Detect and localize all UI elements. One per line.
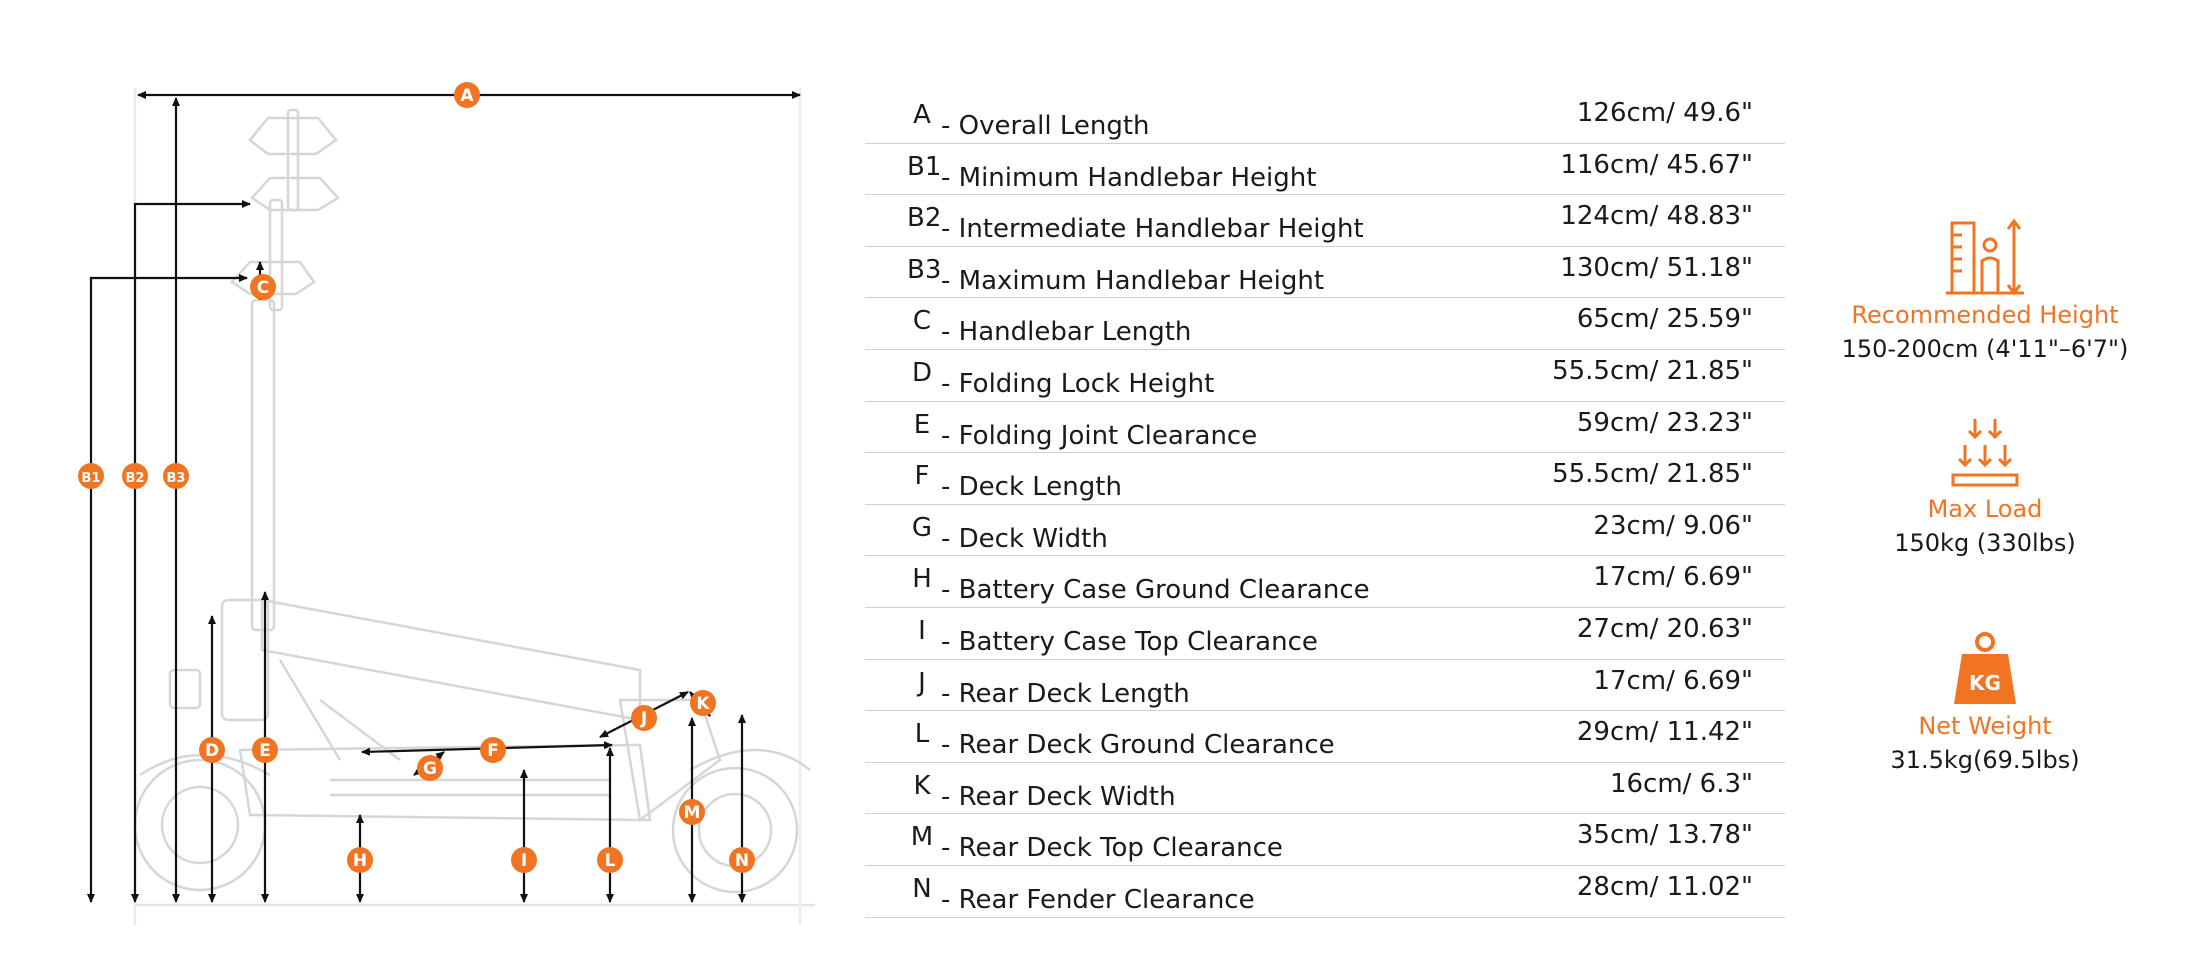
net-weight-item: [1820, 630, 2150, 774]
spec-value: 55.5cm/ 21.85": [1552, 459, 1753, 490]
spec-name: - Handlebar Length: [941, 317, 1192, 348]
spec-row: [865, 866, 1785, 918]
weight-kg-icon-text: KG: [1969, 671, 2001, 695]
spec-name: - Deck Length: [941, 472, 1122, 503]
spec-letter: H: [912, 564, 932, 595]
spec-letter: I: [918, 615, 926, 646]
spec-letter: B3: [907, 254, 942, 285]
spec-row: [865, 660, 1785, 712]
net-weight-title: Net Weight: [1918, 712, 2052, 740]
spec-row: [865, 763, 1785, 815]
spec-letter: L: [914, 719, 930, 750]
spec-name: - Intermediate Handlebar Height: [941, 214, 1364, 245]
spec-name: - Overall Length: [941, 111, 1150, 141]
spec-row: [865, 402, 1785, 454]
spec-value: 17cm/ 6.69": [1593, 562, 1753, 593]
spec-row: [865, 298, 1785, 350]
badge-label: A: [460, 86, 474, 106]
spec-row: [865, 814, 1785, 866]
spec-name: - Folding Joint Clearance: [941, 420, 1258, 451]
badge-label: E: [259, 741, 271, 761]
spec-name: - Battery Case Top Clearance: [941, 626, 1318, 657]
spec-value: 126cm/ 49.6": [1576, 98, 1753, 128]
spec-row: [865, 711, 1785, 763]
spec-row: [865, 556, 1785, 608]
spec-value: 28cm/ 11.02": [1576, 871, 1753, 902]
spec-letter: A: [913, 100, 931, 130]
spec-row: [865, 608, 1785, 660]
spec-letter: D: [911, 357, 933, 388]
spec-row: [865, 505, 1785, 557]
spec-value: 130cm/ 51.18": [1560, 252, 1753, 283]
spec-name: - Rear Deck Length: [941, 678, 1190, 709]
spec-value: 27cm/ 20.63": [1576, 613, 1753, 644]
spec-name: - Rear Fender Clearance: [941, 884, 1255, 915]
badge-label: J: [640, 709, 648, 729]
spec-row: [865, 350, 1785, 402]
spec-row: [865, 195, 1785, 247]
badge-label: K: [696, 694, 710, 714]
spec-letter: C: [912, 306, 932, 337]
badge-label: M: [683, 803, 701, 823]
spec-name: - Deck Width: [941, 523, 1108, 554]
spec-letter: M: [910, 822, 934, 853]
spec-letter: B2: [907, 203, 942, 234]
badge-label: F: [487, 741, 499, 761]
spec-value: 35cm/ 13.78": [1576, 820, 1753, 851]
spec-letter: G: [911, 512, 933, 543]
max-load-icon: [1945, 415, 2025, 491]
spec-name: - Rear Deck Width: [941, 781, 1176, 812]
net-weight-value: 31.5kg(69.5lbs): [1890, 746, 2080, 774]
recommended-height-item: [1820, 215, 2150, 363]
spec-letter: J: [918, 667, 926, 698]
badge-label: N: [734, 851, 750, 871]
spec-row: [865, 144, 1785, 196]
max-load-title: Max Load: [1927, 495, 2043, 523]
badge-label: D: [204, 741, 220, 761]
badge-label: B1: [81, 471, 101, 486]
spec-letter: E: [913, 409, 931, 440]
height-ruler-icon: [1940, 215, 2030, 297]
spec-name: - Maximum Handlebar Height: [941, 265, 1325, 296]
spec-value: 59cm/ 23.23": [1576, 407, 1753, 438]
badge-label: L: [604, 851, 616, 871]
spec-value: 124cm/ 48.83": [1560, 201, 1753, 232]
weight-kg-icon: [1950, 630, 2020, 708]
spec-name: - Rear Deck Ground Clearance: [941, 730, 1335, 761]
spec-name: - Minimum Handlebar Height: [941, 162, 1317, 193]
spec-value: 116cm/ 45.67": [1560, 149, 1753, 180]
spec-value: 29cm/ 11.42": [1576, 717, 1753, 748]
recommended-height-value: 150-200cm (4'11"–6'7"): [1841, 335, 2129, 363]
spec-letter: K: [913, 770, 931, 801]
spec-value: 23cm/ 9.06": [1593, 510, 1753, 541]
dimension-badges: [78, 82, 755, 873]
spec-name: - Battery Case Ground Clearance: [941, 575, 1370, 606]
max-load-value: 150kg (330lbs): [1894, 529, 2076, 557]
badge-label: C: [256, 278, 270, 298]
scooter-outline: [135, 88, 815, 925]
scooter-dimension-diagram: [0, 0, 850, 980]
spec-name: - Rear Deck Top Clearance: [941, 833, 1283, 864]
spec-value: 65cm/ 25.59": [1576, 304, 1753, 335]
spec-row: [865, 92, 1785, 144]
badge-label: H: [352, 851, 368, 871]
spec-letter: B1: [907, 151, 942, 182]
spec-row: [865, 453, 1785, 505]
badge-label: I: [520, 851, 528, 871]
spec-letter: N: [912, 873, 932, 904]
spec-letter: F: [914, 461, 930, 492]
spec-value: 16cm/ 6.3": [1609, 768, 1753, 799]
spec-name: - Folding Lock Height: [941, 368, 1215, 399]
badge-label: B3: [166, 471, 186, 486]
spec-row: [865, 247, 1785, 299]
max-load-item: [1820, 415, 2150, 557]
spec-value: 55.5cm/ 21.85": [1552, 355, 1753, 386]
spec-table: [865, 92, 1785, 918]
badge-label: B2: [125, 471, 145, 486]
recommended-height-title: Recommended Height: [1851, 301, 2119, 329]
spec-value: 17cm/ 6.69": [1593, 665, 1753, 696]
badge-label: G: [423, 759, 437, 779]
